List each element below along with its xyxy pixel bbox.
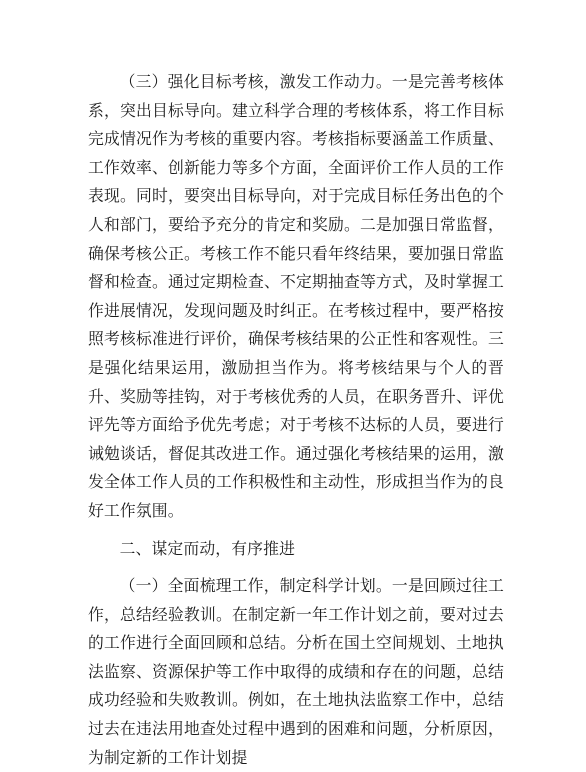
paragraph-work-review: （一）全面梳理工作，制定科学计划。一是回顾过往工作，总结经验教训。在制定新一年工作计划之前，要对过去的工作进行全面回顾和总结。分析在国土空间规划、土地执法监察、资源保护等工作中取得的成绩和存在的问题，总结成功经验和失败教训。例如，在土地执法监察工作中，总结过去在违法用地查处过程中遇到的困难和问题，分析原因，为制定新的工作计划提 — [88, 576, 504, 767]
section-heading: 二、谋定而动，有序推进 — [119, 538, 296, 558]
paragraph-target-assessment: （三）强化目标考核，激发工作动力。一是完善考核体系，突出目标导向。建立科学合理的考核体系，将工作目标完成情况作为考核的重要内容。考核指标要涵盖工作质量、工作效率、创新能力等多个方面，全面评价工作人员的工作表现。同时，要突出目标导向，对于完成目标任务出色的个人和部门，要给予充分的肯定和奖励。二是加强日常监督，确保考核公正。考核工作不能只看年终结果，要加强日常监督和检查。通过定期检查、不定期抽查等方式，及时掌握工作进展情况，发现问题及时纠正。在考核过程中，要严格按照考核标准进行评价，确保考核结果的公正性和客观性。三是强化结果运用，激励担当作为。将考核结果与个人的晋升、奖励等挂钩，对于考核优秀的人员，在职务晋升、评优评先等方面给予优先考虑；对于考核不达标的人员，要进行诫勉谈话，督促其改进工作。通过强化考核结果的运用，激发全体工作人员的工作积极性和主动性，形成担当作为的良好工作氛围。 — [88, 72, 504, 520]
document-body — [88, 68, 504, 772]
